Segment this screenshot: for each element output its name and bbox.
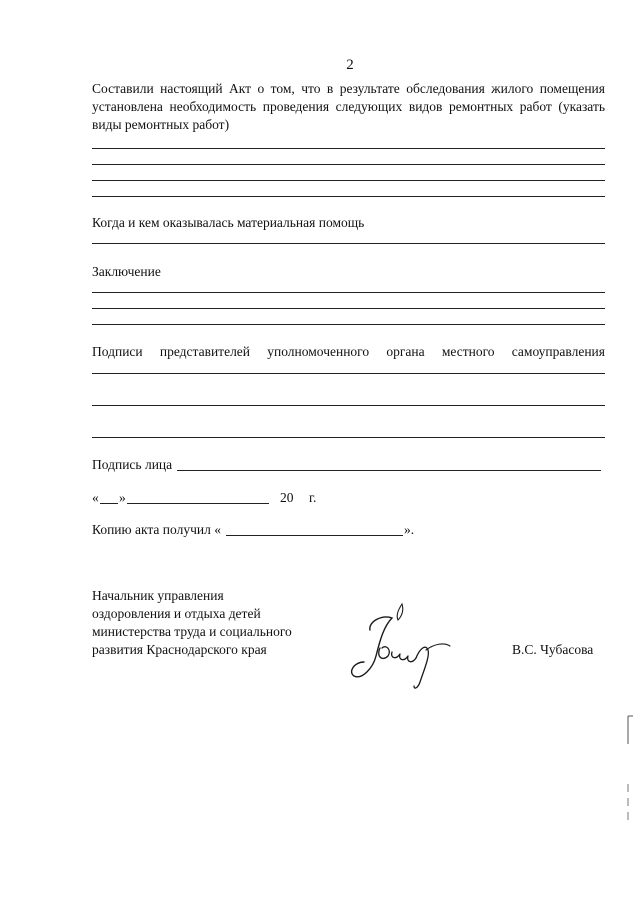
word: местного xyxy=(441,344,495,359)
fill-line xyxy=(92,243,605,244)
person-signature-label: Подпись лица xyxy=(92,457,173,472)
word: органа xyxy=(386,344,425,359)
fill-line xyxy=(92,292,605,293)
copy-received-end: ». xyxy=(404,522,415,537)
fill-line xyxy=(92,437,605,438)
copy-received-line xyxy=(226,535,403,536)
intro-paragraph: Составили настоящий Акт о том, что в результате обследования жилого помещения установлена необходимость проведения следующих видов ремонтных работ (указать виды ремонтных работ) xyxy=(92,81,605,132)
signatory-title-line: оздоровления и отдыха детей xyxy=(92,606,261,621)
word: самоуправления xyxy=(511,344,605,359)
fill-line xyxy=(92,148,605,149)
fill-line xyxy=(92,405,605,406)
fill-line xyxy=(92,308,605,309)
page-number: 2 xyxy=(346,57,354,73)
conclusion-label: Заключение xyxy=(92,264,161,279)
date-close-quote: » xyxy=(119,490,126,505)
handwritten-signature xyxy=(340,600,460,695)
word: Подписи xyxy=(92,344,143,359)
word: представителей xyxy=(159,344,251,359)
word: уполномоченного xyxy=(267,344,370,359)
year-prefix: 20 xyxy=(280,490,294,505)
signatory-title-line: министерства труда и социального xyxy=(92,624,292,639)
scan-margin-marks xyxy=(624,714,634,824)
copy-received-label: Копию акта получил « xyxy=(92,522,221,537)
day-line xyxy=(100,503,118,504)
representatives-signatures-label xyxy=(92,343,605,361)
signatory-name: В.С. Чубасова xyxy=(512,642,594,657)
date-open-quote: « xyxy=(92,490,99,505)
signatory-title xyxy=(92,587,292,659)
fill-line xyxy=(92,164,605,165)
material-aid-label: Когда и кем оказывалась материальная помощь xyxy=(92,215,365,230)
fill-line xyxy=(92,373,605,374)
signatory-title-line: Начальник управления xyxy=(92,588,224,603)
person-signature-line xyxy=(177,470,601,471)
signatory-title-line: развития Краснодарского края xyxy=(92,642,267,657)
fill-line xyxy=(92,324,605,325)
fill-line xyxy=(92,196,605,197)
month-line xyxy=(127,503,269,504)
year-suffix: г. xyxy=(309,490,317,505)
fill-line xyxy=(92,180,605,181)
